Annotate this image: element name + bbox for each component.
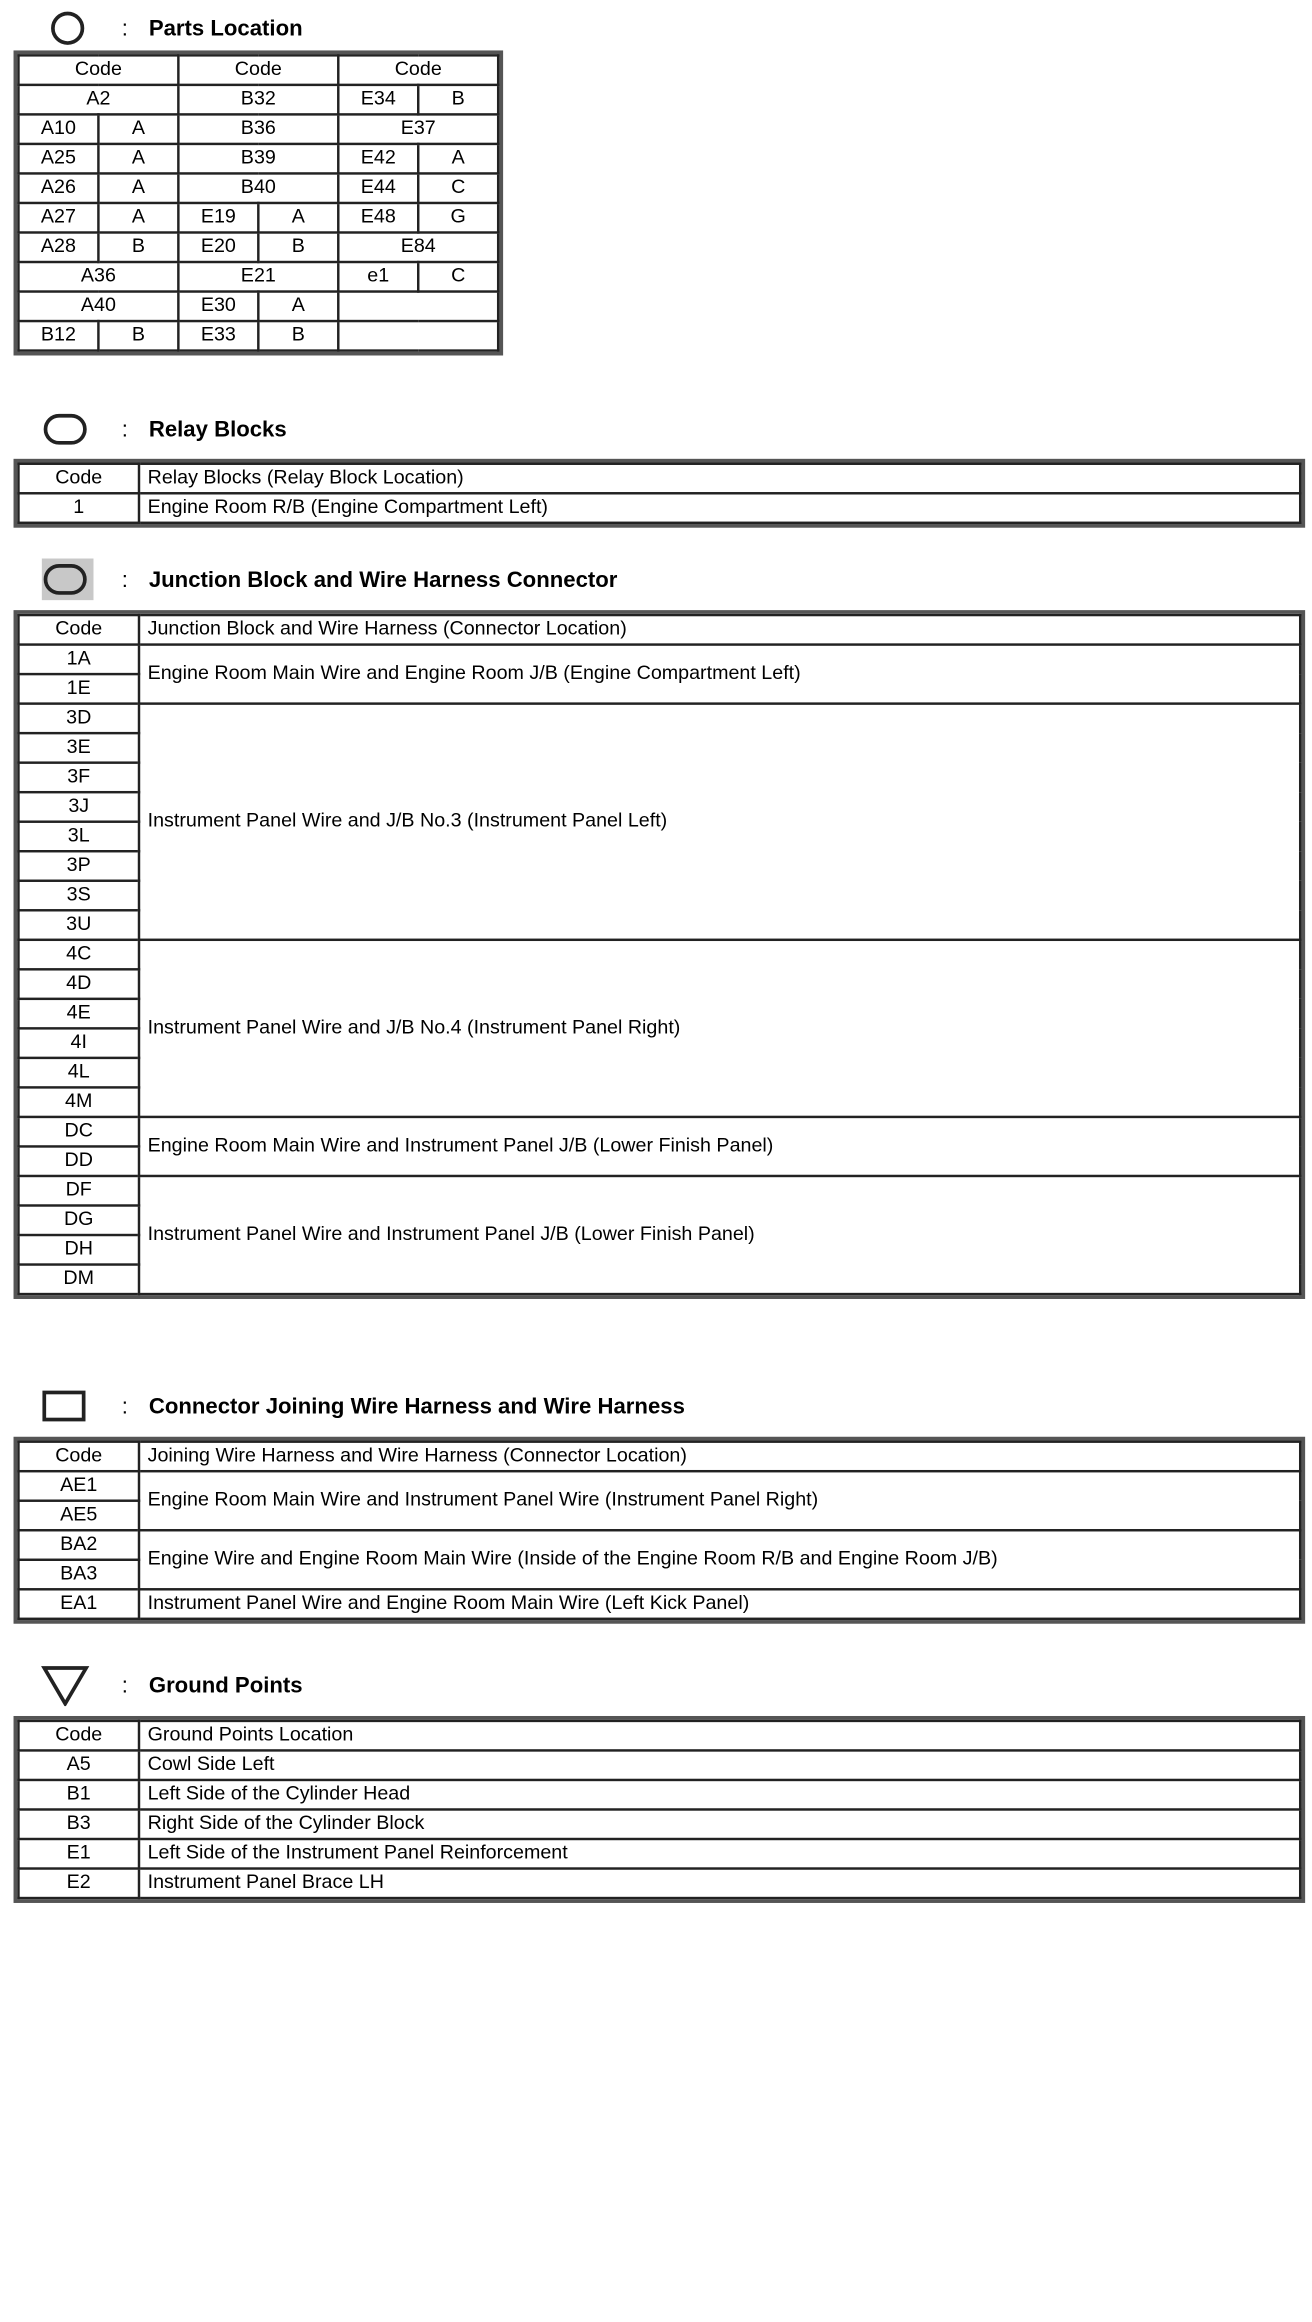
part-suffix: C: [418, 262, 498, 292]
relay-blocks-heading: [0, 408, 615, 450]
table-row: [18, 1780, 1300, 1810]
part-code: E33: [178, 321, 258, 351]
part-suffix: A: [98, 114, 178, 144]
connector-description: Instrument Panel Wire and J/B No.4 (Instrument Panel Right): [139, 940, 1300, 1117]
part-code: A40: [18, 292, 178, 322]
table-row: [18, 1471, 1300, 1501]
table-header-row: [18, 464, 1300, 494]
ground-points-heading: [0, 1664, 615, 1706]
junction-blocks-table: [17, 614, 1301, 1295]
table-row: [18, 292, 498, 322]
table-row: [18, 232, 498, 262]
connector-description: Engine Wire and Engine Room Main Wire (Inside of the Engine Room R/B and Engine Room J/B): [139, 1530, 1300, 1589]
header-description: Joining Wire Harness and Wire Harness (Connector Location): [139, 1442, 1300, 1472]
header-code: Code: [18, 615, 139, 645]
part-suffix: B: [98, 321, 178, 351]
connector-code: BA2: [18, 1530, 139, 1560]
part-suffix: A: [258, 292, 338, 322]
part-code: e1: [338, 262, 418, 292]
part-code: A10: [18, 114, 98, 144]
connector-joining-table: [17, 1440, 1301, 1620]
heading-colon: :: [121, 567, 128, 592]
part-code: A2: [18, 85, 178, 115]
part-code: E37: [338, 114, 498, 144]
part-code: E30: [178, 292, 258, 322]
connector-code: 3S: [18, 881, 139, 911]
table-row: [18, 1530, 1300, 1560]
table-row: [18, 1869, 1300, 1899]
ground-code: E2: [18, 1869, 139, 1899]
part-suffix: A: [98, 203, 178, 233]
table-row: [18, 173, 498, 203]
table-header-row: [18, 1721, 1300, 1751]
connector-code: EA1: [18, 1589, 139, 1619]
heading-colon: :: [121, 417, 128, 442]
header-code: Code: [338, 55, 498, 85]
header-code: Code: [178, 55, 338, 85]
header-code: Code: [18, 55, 178, 85]
table-row: [18, 1176, 1300, 1206]
relay-blocks-title: Relay Blocks: [148, 417, 287, 442]
shaded-rounded-rect-icon: [41, 558, 95, 600]
ground-description: Left Side of the Cylinder Head: [139, 1780, 1300, 1810]
part-code: B32: [178, 85, 338, 115]
ground-code: A5: [18, 1750, 139, 1780]
part-code: E21: [178, 262, 338, 292]
connector-code: DD: [18, 1146, 139, 1176]
header-description: Junction Block and Wire Harness (Connector Location): [139, 615, 1300, 645]
part-code: A36: [18, 262, 178, 292]
table-row: [18, 1750, 1300, 1780]
header-code: Code: [18, 464, 139, 494]
part-code: A25: [18, 144, 98, 174]
header-description: Ground Points Location: [139, 1721, 1300, 1751]
connector-description: Engine Room Main Wire and Instrument Panel Wire (Instrument Panel Right): [139, 1471, 1300, 1530]
part-code: E48: [338, 203, 418, 233]
connector-code: 4E: [18, 999, 139, 1029]
header-code: Code: [18, 1442, 139, 1472]
connector-code: 3P: [18, 851, 139, 881]
header-description: Relay Blocks (Relay Block Location): [139, 464, 1300, 494]
table-header-row: [18, 615, 1300, 645]
ground-code: B1: [18, 1780, 139, 1810]
junction-blocks-title: Junction Block and Wire Harness Connector: [148, 567, 618, 592]
connector-code: 4I: [18, 1028, 139, 1058]
connector-code: 3L: [18, 822, 139, 852]
circle-icon: [41, 7, 95, 49]
table-row: [18, 203, 498, 233]
connector-code: DC: [18, 1117, 139, 1147]
part-suffix: A: [418, 144, 498, 174]
connector-code: 3J: [18, 792, 139, 822]
parts-location-table: [17, 54, 499, 352]
part-code: B36: [178, 114, 338, 144]
connector-description: Engine Room Main Wire and Engine Room J/B (Engine Compartment Left): [139, 645, 1300, 704]
connector-description: Engine Room Main Wire and Instrument Panel J/B (Lower Finish Panel): [139, 1117, 1300, 1176]
rectangle-icon: [41, 1385, 95, 1427]
table-row: [18, 1809, 1300, 1839]
part-suffix: A: [258, 203, 338, 233]
heading-colon: :: [121, 1393, 128, 1419]
part-code: B12: [18, 321, 98, 351]
rounded-rect-icon: [41, 408, 95, 450]
empty-cell: [338, 292, 498, 322]
connector-code: AE5: [18, 1501, 139, 1531]
connector-code: 1E: [18, 674, 139, 704]
junction-blocks-heading: [0, 558, 861, 600]
table-header-row: [18, 1442, 1300, 1472]
connector-code: 1A: [18, 645, 139, 675]
part-code: A26: [18, 173, 98, 203]
relay-description: Engine Room R/B (Engine Compartment Left): [139, 493, 1300, 523]
ground-description: Cowl Side Left: [139, 1750, 1300, 1780]
connector-code: 4D: [18, 969, 139, 999]
table-row: [18, 940, 1300, 970]
connector-code: 4M: [18, 1087, 139, 1117]
part-suffix: B: [258, 321, 338, 351]
part-code: A27: [18, 203, 98, 233]
connector-code: 3E: [18, 733, 139, 763]
part-suffix: B: [418, 85, 498, 115]
connector-code: 4C: [18, 940, 139, 970]
table-row: [18, 114, 498, 144]
parts-location-heading: [0, 7, 615, 49]
part-suffix: A: [98, 144, 178, 174]
ground-points-title: Ground Points: [148, 1672, 303, 1698]
part-code: B40: [178, 173, 338, 203]
connector-code: AE1: [18, 1471, 139, 1501]
connector-description: Instrument Panel Wire and Engine Room Main Wire (Left Kick Panel): [139, 1589, 1300, 1619]
connector-code: 3U: [18, 910, 139, 940]
connector-code: DH: [18, 1235, 139, 1265]
part-suffix: A: [98, 173, 178, 203]
part-code: E44: [338, 173, 418, 203]
part-code: E42: [338, 144, 418, 174]
part-code: B39: [178, 144, 338, 174]
table-row: [18, 645, 1300, 675]
connector-description: Instrument Panel Wire and J/B No.3 (Instrument Panel Left): [139, 704, 1300, 940]
relay-blocks-table: [17, 463, 1301, 525]
ground-points-table: [17, 1720, 1301, 1900]
parts-location-title: Parts Location: [148, 15, 303, 41]
ground-description: Right Side of the Cylinder Block: [139, 1809, 1300, 1839]
part-code: E34: [338, 85, 418, 115]
table-row: [18, 85, 498, 115]
connector-code: DM: [18, 1265, 139, 1295]
header-code: Code: [18, 1721, 139, 1751]
connector-code: DF: [18, 1176, 139, 1206]
ground-description: Instrument Panel Brace LH: [139, 1869, 1300, 1899]
table-row: [18, 1839, 1300, 1869]
ground-code: B3: [18, 1809, 139, 1839]
connector-joining-heading: [0, 1385, 984, 1427]
relay-code: 1: [18, 493, 139, 523]
part-code: A28: [18, 232, 98, 262]
table-header-row: [18, 55, 498, 85]
table-row: [18, 144, 498, 174]
part-code: E19: [178, 203, 258, 233]
part-suffix: G: [418, 203, 498, 233]
part-code: E84: [338, 232, 498, 262]
table-row: [18, 1589, 1300, 1619]
empty-cell: [338, 321, 498, 351]
heading-colon: :: [121, 15, 128, 41]
triangle-down-icon: [41, 1664, 95, 1706]
table-row: [18, 262, 498, 292]
heading-colon: :: [121, 1672, 128, 1698]
ground-code: E1: [18, 1839, 139, 1869]
connector-code: 3F: [18, 763, 139, 793]
connector-code: 3D: [18, 704, 139, 734]
table-row: [18, 321, 498, 351]
connector-code: 4L: [18, 1058, 139, 1088]
part-code: E20: [178, 232, 258, 262]
part-suffix: B: [258, 232, 338, 262]
table-row: [18, 493, 1300, 523]
connector-joining-title: Connector Joining Wire Harness and Wire Harness: [148, 1393, 685, 1419]
part-suffix: C: [418, 173, 498, 203]
table-row: [18, 704, 1300, 734]
table-row: [18, 1117, 1300, 1147]
part-suffix: B: [98, 232, 178, 262]
connector-description: Instrument Panel Wire and Instrument Panel J/B (Lower Finish Panel): [139, 1176, 1300, 1294]
ground-description: Left Side of the Instrument Panel Reinforcement: [139, 1839, 1300, 1869]
connector-code: DG: [18, 1205, 139, 1235]
connector-code: BA3: [18, 1560, 139, 1590]
